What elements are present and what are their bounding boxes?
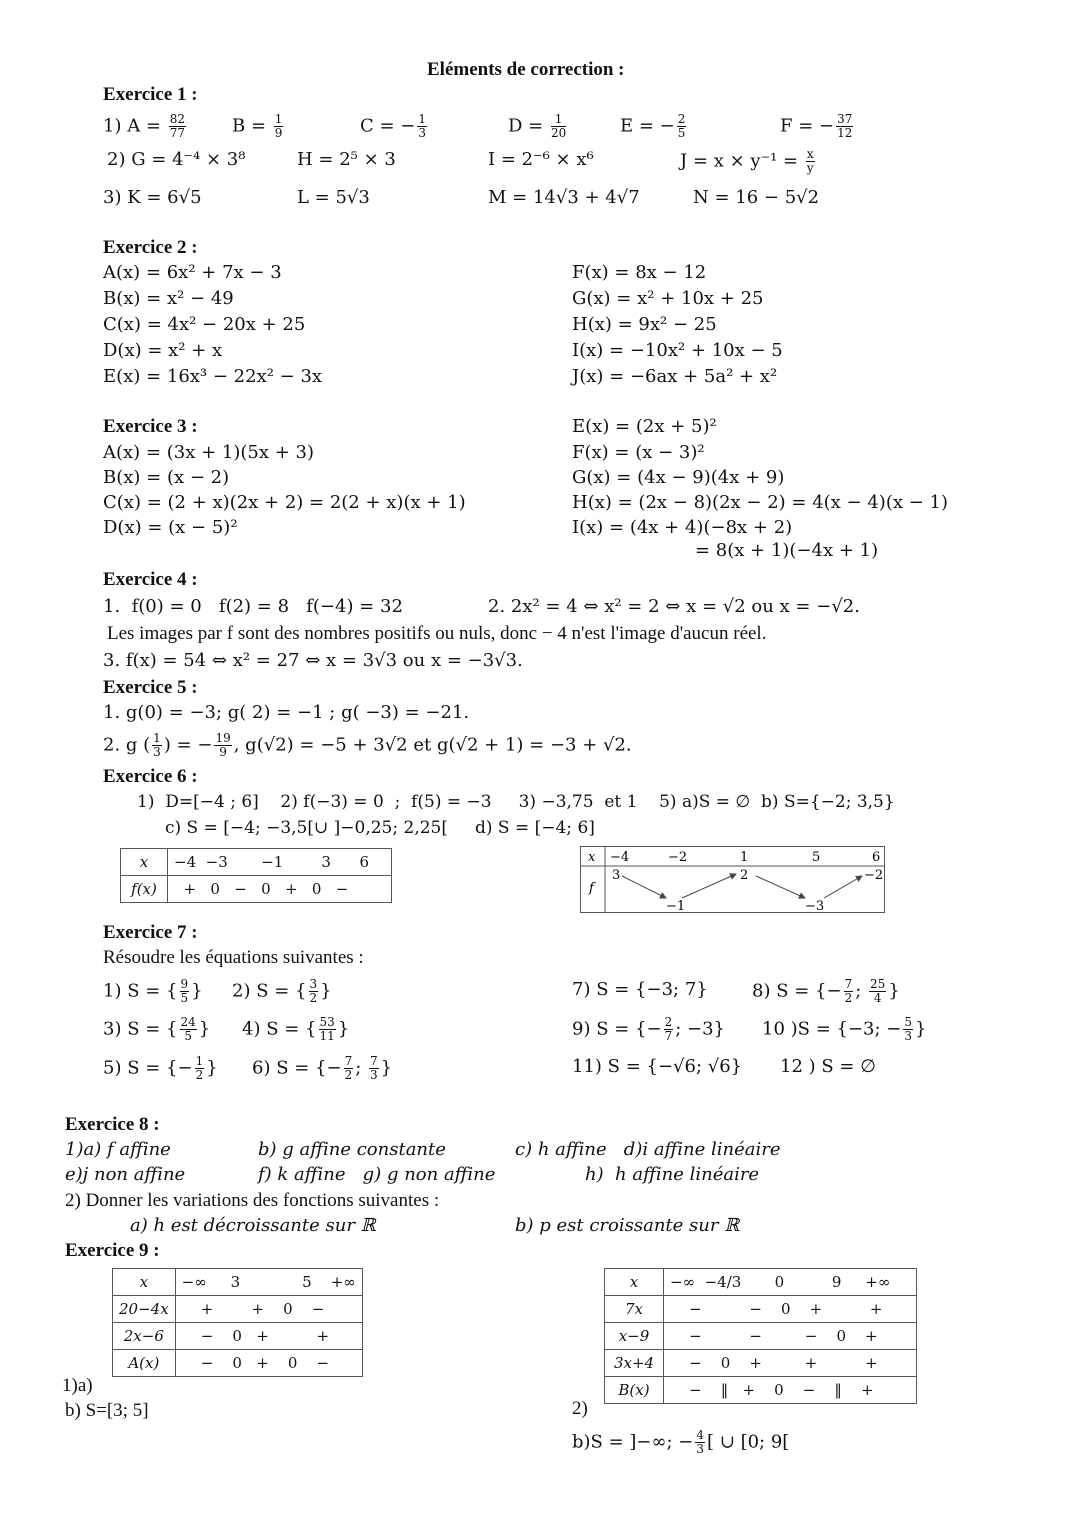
ex2-answer: D(x) = x² + x xyxy=(103,340,223,361)
table-row xyxy=(113,1296,363,1323)
ex2-answer: H(x) = 9x² − 25 xyxy=(572,314,717,335)
ex3-answer: I(x) = (4x + 4)(−8x + 2) xyxy=(572,517,793,538)
page-title: Eléments de correction : xyxy=(427,59,625,80)
ex7-intro: Résoudre les équations suivantes : xyxy=(103,947,364,968)
x-value: 5 xyxy=(812,850,821,865)
ex5-line: 1. g(0) = −3; g( 2) = −1 ; g( −3) = −21. xyxy=(103,702,470,723)
ex2-answer: F(x) = 8x − 12 xyxy=(572,262,707,283)
x-value: 1 xyxy=(740,850,749,865)
ex9-sign-table-1 xyxy=(112,1268,363,1377)
ex1-answer: 2) G = 4⁻⁴ × 3⁸ xyxy=(107,149,246,170)
table-cell: + + 0 − xyxy=(175,1296,362,1323)
fraction: $\frac{53}{11}$ xyxy=(319,1015,335,1043)
table-label: 7x xyxy=(605,1296,664,1323)
ex9-label: 2) xyxy=(572,1398,588,1419)
decreasing-arrow xyxy=(756,876,805,898)
table-label: f xyxy=(589,881,594,896)
ex7-answer: 9) S = {− $\frac{2}{7}$ ; −3} xyxy=(572,1015,726,1043)
ex9-heading: Exercice 9 : xyxy=(65,1240,160,1261)
table-label: x xyxy=(113,1269,176,1296)
table-cell: −∞ 3 5 +∞ xyxy=(175,1269,362,1296)
ex8-heading: Exercice 8 : xyxy=(65,1114,160,1135)
ex7-answer: 3) S = { $\frac{24}{5}$ } xyxy=(103,1015,211,1043)
table-label: 3x+4 xyxy=(605,1350,664,1377)
ex7-answer: 11) S = {−√6; √6} xyxy=(572,1056,743,1077)
f-value: −2 xyxy=(864,868,884,883)
fraction: $\frac{1}{2}$ xyxy=(195,1054,204,1082)
ex2-answer: C(x) = 4x² − 20x + 25 xyxy=(103,314,306,335)
ex8-answer: 1)a) f affine xyxy=(65,1139,171,1160)
ex7-answer: 6) S = {− $\frac{7}{2}$ ; $\frac{7}{3}$ } xyxy=(252,1054,393,1082)
ex3-heading: Exercice 3 : xyxy=(103,416,198,437)
table-label: x xyxy=(605,1269,664,1296)
ex4-heading: Exercice 4 : xyxy=(103,569,198,590)
table-row xyxy=(605,1269,917,1296)
increasing-arrow xyxy=(824,876,862,898)
ex3-answer: = 8(x + 1)(−4x + 1) xyxy=(695,540,879,561)
ex7-answer: 8) S = {− $\frac{7}{2}$ ; $\frac{25}{4}$ } xyxy=(752,977,900,1005)
table-row xyxy=(113,1323,363,1350)
ex1-heading: Exercice 1 : xyxy=(103,84,198,105)
ex2-answer: E(x) = 16x³ − 22x² − 3x xyxy=(103,366,323,387)
ex1-answer: 1) A = $\frac{82}{77}$ xyxy=(103,112,186,140)
ex1-answer: 3) K = 6√5 xyxy=(103,187,202,208)
fraction: $\frac{25}{4}$ xyxy=(870,977,886,1005)
table-cell: −∞ −4/3 0 9 +∞ xyxy=(664,1269,917,1296)
fraction: $\frac{9}{5}$ xyxy=(180,977,189,1005)
table-label: x xyxy=(588,850,596,865)
ex6-variation-table xyxy=(580,846,886,914)
ex3-answer: E(x) = (2x + 5)² xyxy=(572,416,717,437)
ex2-answer: G(x) = x² + 10x + 25 xyxy=(572,288,764,309)
ex8-question: 2) Donner les variations des fonctions suivantes : xyxy=(65,1190,440,1211)
f-value: −3 xyxy=(805,899,825,914)
fraction: $\frac{2}{7}$ xyxy=(664,1015,673,1043)
fraction: $\frac{3}{2}$ xyxy=(309,977,318,1005)
ex7-answer: 5) S = {− $\frac{1}{2}$ } xyxy=(103,1054,218,1082)
table-cell: − − − 0 + xyxy=(664,1323,917,1350)
x-value: 6 xyxy=(872,850,881,865)
ex2-answer: B(x) = x² − 49 xyxy=(103,288,234,309)
fraction: $\frac{4}{3}$ xyxy=(696,1428,705,1456)
table-row xyxy=(605,1377,917,1404)
increasing-arrow xyxy=(682,874,736,898)
ex2-heading: Exercice 2 : xyxy=(103,237,198,258)
fraction: $\frac{1}{3}$ xyxy=(153,731,161,759)
fraction: $\frac{19}{9}$ xyxy=(215,731,231,759)
ex9-label: 1)a) xyxy=(62,1375,93,1396)
ex3-answer: H(x) = (2x − 8)(2x − 2) = 4(x − 4)(x − 1) xyxy=(572,492,948,513)
table-label: x xyxy=(121,849,168,876)
ex1-answer: H = 2⁵ × 3 xyxy=(297,149,396,170)
fraction: $\frac{7}{2}$ xyxy=(344,1054,353,1082)
table-label: x−9 xyxy=(605,1323,664,1350)
ex7-answer: 2) S = { $\frac{3}{2}$ } xyxy=(232,977,332,1005)
ex7-answer: 7) S = {−3; 7} xyxy=(572,979,708,1000)
ex9-answer: b)S = ]−∞; − $\frac{4}{3}$ [ ∪ [0; 9[ xyxy=(572,1428,790,1456)
ex6-line: 1) D=[−4 ; 6] 2) f(−3) = 0 ; f(5) = −3 3) −3,75 et 1 5) a)S = ∅ b) S={−2; 3,5} xyxy=(137,792,895,812)
fraction: $\frac{24}{5}$ xyxy=(180,1015,196,1043)
table-label: A(x) xyxy=(113,1350,176,1377)
decreasing-arrow xyxy=(622,876,666,898)
ex8-answer: e)j non affine xyxy=(65,1164,186,1185)
ex6-heading: Exercice 6 : xyxy=(103,766,198,787)
table-row xyxy=(605,1350,917,1377)
ex4-line: 3. f(x) = 54 ⇔ x² = 27 ⇔ x = 3√3 ou x = −3√3. xyxy=(103,650,523,671)
ex1-answer: C = − $\frac{1}{3}$ xyxy=(360,112,427,140)
table-cell: −4 −3 −1 3 6 xyxy=(168,849,392,876)
table-row xyxy=(113,1269,363,1296)
ex7-answer: 1) S = { $\frac{9}{5}$ } xyxy=(103,977,203,1005)
ex7-answer: 10 )S = {−3; − $\frac{5}{3}$ } xyxy=(762,1015,927,1043)
ex5-heading: Exercice 5 : xyxy=(103,677,198,698)
fraction: $\frac{2}{5}$ xyxy=(677,112,686,140)
table-label: 20−4x xyxy=(113,1296,176,1323)
fraction: $\frac{37}{12}$ xyxy=(837,112,853,140)
ex4-line: Les images par f sont des nombres positifs ou nuls, donc − 4 n'est l'image d'aucun réel. xyxy=(107,623,767,644)
ex3-answer: B(x) = (x − 2) xyxy=(103,467,230,488)
ex7-answer: 12 ) S = ∅ xyxy=(780,1056,876,1077)
fraction: $\frac{1}{3}$ xyxy=(418,112,427,140)
ex8-answer: h) h affine linéaire xyxy=(585,1164,760,1185)
ex1-answer: J = x × y⁻¹ = $\frac{x}{y}$ xyxy=(680,147,814,175)
table-label: 2x−6 xyxy=(113,1323,176,1350)
table-row xyxy=(605,1296,917,1323)
ex3-answer: A(x) = (3x + 1)(5x + 3) xyxy=(103,442,314,463)
ex8-answer: f) k affine g) g non affine xyxy=(258,1164,496,1185)
ex9-sign-table-2 xyxy=(604,1268,917,1404)
fraction: $\frac{7}{2}$ xyxy=(844,977,853,1005)
ex3-answer: F(x) = (x − 3)² xyxy=(572,442,705,463)
ex9-answer: b) S=[3; 5] xyxy=(65,1400,149,1421)
fraction: $\frac{x}{y}$ xyxy=(806,147,814,175)
ex8-answer: c) h affine d)i affine linéaire xyxy=(515,1139,781,1160)
fraction: $\frac{7}{3}$ xyxy=(370,1054,378,1082)
table-cell: − 0 + + + xyxy=(664,1350,917,1377)
table-cell: − 0 + 0 − xyxy=(175,1350,362,1377)
x-value: −4 xyxy=(610,850,630,865)
table-cell: − − 0 + + xyxy=(664,1296,917,1323)
ex1-answer: L = 5√3 xyxy=(297,187,370,208)
x-value: −2 xyxy=(668,850,688,865)
table-row xyxy=(113,1350,363,1377)
ex2-answer: J(x) = −6ax + 5a² + x² xyxy=(572,366,778,387)
f-value: −1 xyxy=(666,899,686,914)
fraction: $\frac{5}{3}$ xyxy=(904,1015,912,1043)
ex3-answer: C(x) = (2 + x)(2x + 2) = 2(2 + x)(x + 1) xyxy=(103,492,466,513)
ex8-answer: b) g affine constante xyxy=(258,1139,446,1160)
ex7-heading: Exercice 7 : xyxy=(103,922,198,943)
ex3-answer: G(x) = (4x − 9)(4x + 9) xyxy=(572,467,785,488)
table-label: f(x) xyxy=(121,876,168,903)
ex6-sign-table xyxy=(120,848,392,903)
fraction: $\frac{1}{20}$ xyxy=(550,112,567,140)
table-cell: + 0 − 0 + 0 − xyxy=(168,876,392,903)
table-row xyxy=(605,1323,917,1350)
ex4-line: 1. f(0) = 0 f(2) = 8 f(−4) = 32 xyxy=(103,596,403,617)
ex1-answer: E = − $\frac{2}{5}$ xyxy=(620,112,686,140)
f-value: 2 xyxy=(740,868,749,883)
ex7-answer: 4) S = { $\frac{53}{11}$ } xyxy=(242,1015,350,1043)
ex1-answer: N = 16 − 5√2 xyxy=(693,187,820,208)
f-value: 3 xyxy=(612,868,621,883)
ex1-answer: M = 14√3 + 4√7 xyxy=(488,187,640,208)
ex1-answer: I = 2⁻⁶ × x⁶ xyxy=(488,149,594,170)
fraction: $\frac{82}{77}$ xyxy=(169,112,186,140)
ex1-answer: D = $\frac{1}{20}$ xyxy=(508,112,567,140)
table-cell: − 0 + + xyxy=(175,1323,362,1350)
ex5-line: 2. g ( $\frac{1}{3}$ ) = − $\frac{19}{9}$ , g(√2) = −5 + 3√2 et g(√2 + 1) = −3 + √2. xyxy=(103,731,632,759)
fraction: $\frac{1}{9}$ xyxy=(274,112,283,140)
ex3-answer: D(x) = (x − 5)² xyxy=(103,517,238,538)
table-cell: − ‖ + 0 − ‖ + xyxy=(664,1377,917,1404)
ex4-line: 2. 2x² = 4 ⇔ x² = 2 ⇔ x = √2 ou x = −√2. xyxy=(488,596,860,617)
ex8-answer: b) p est croissante sur ℝ xyxy=(515,1215,740,1236)
ex2-answer: A(x) = 6x² + 7x − 3 xyxy=(103,262,282,283)
table-label: B(x) xyxy=(605,1377,664,1404)
ex8-answer: a) h est décroissante sur ℝ xyxy=(130,1215,376,1236)
ex2-answer: I(x) = −10x² + 10x − 5 xyxy=(572,340,783,361)
ex6-line: c) S = [−4; −3,5[∪ ]−0,25; 2,25[ d) S = [−4; 6] xyxy=(165,818,595,838)
ex1-answer: F = − $\frac{37}{12}$ xyxy=(780,112,853,140)
ex1-answer: B = $\frac{1}{9}$ xyxy=(232,112,283,140)
